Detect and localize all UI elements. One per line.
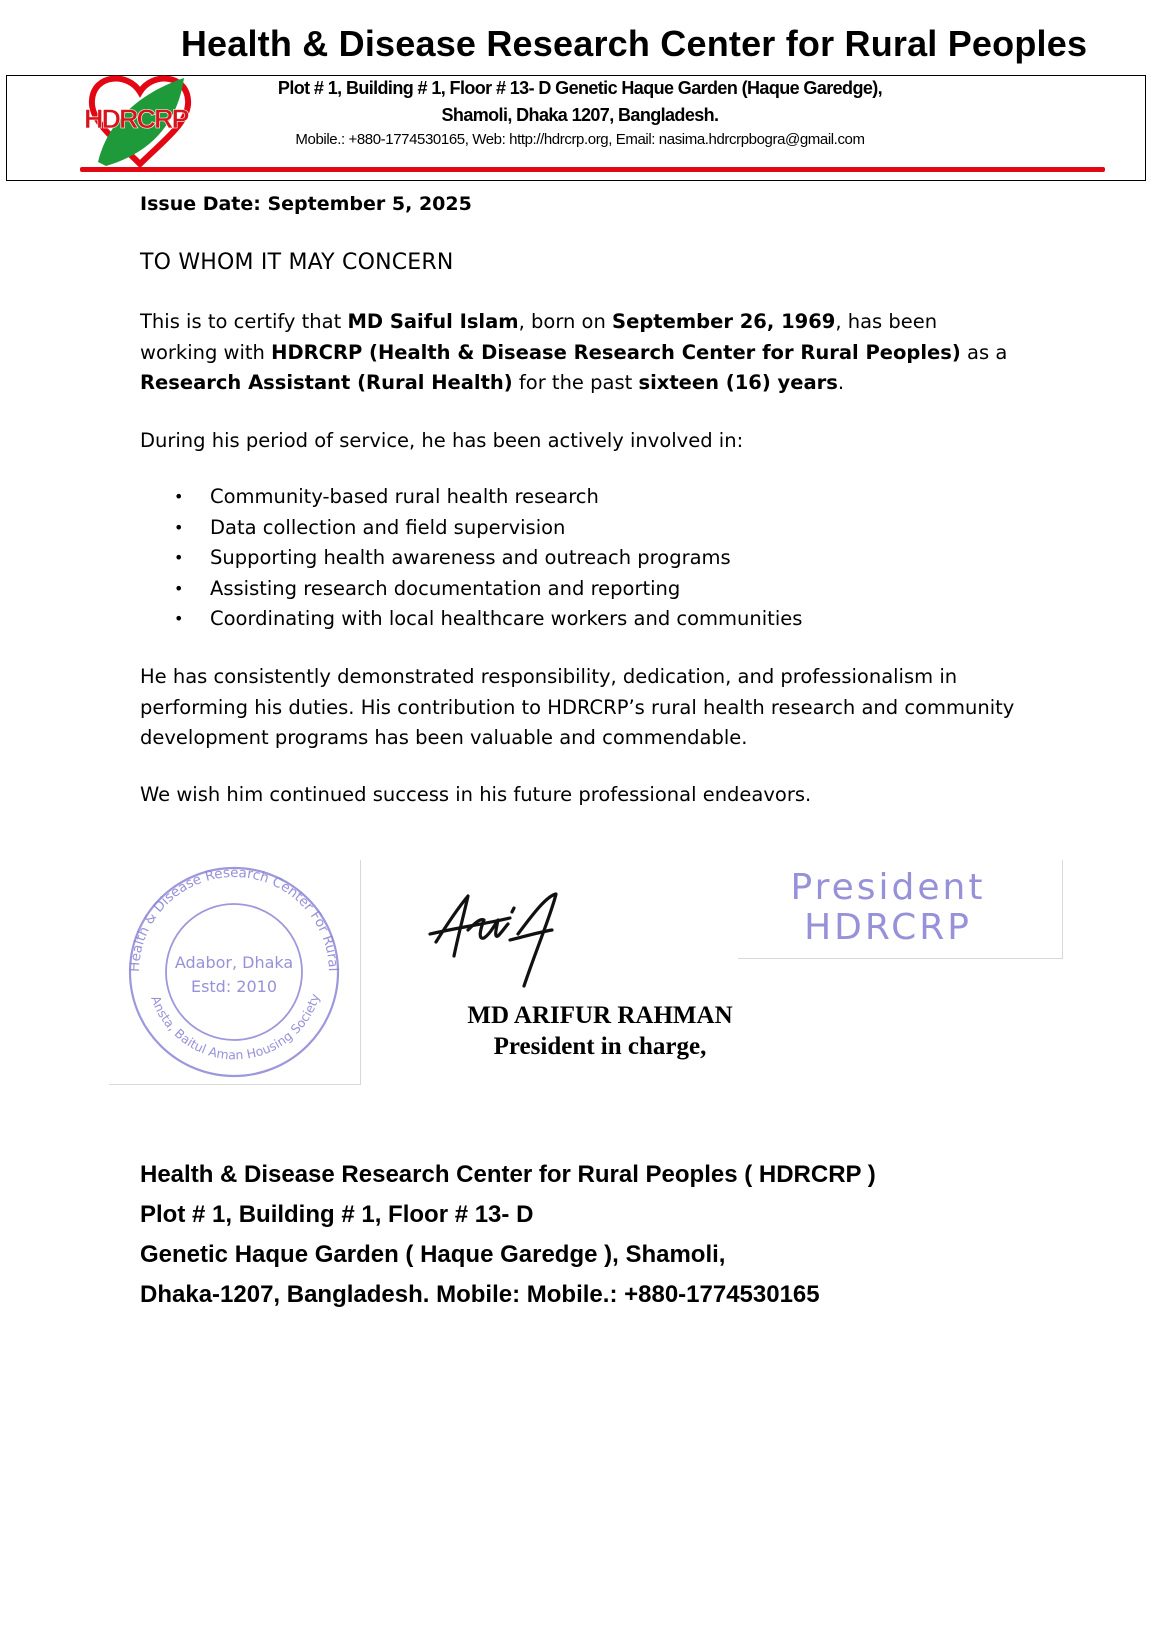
footer-line-2: Plot # 1, Building # 1, Floor # 13- D [140,1201,534,1228]
letterhead-address-line-2: Shamoli, Dhaka 1207, Bangladesh. [441,105,719,125]
signer-title: President in charge, [493,1033,707,1060]
president-stamp-frame [738,860,1063,959]
logo-text: HDRCRP [84,104,188,134]
footer-line-4: Dhaka-1207, Bangladesh. Mobile: Mobile.: +880-1774530165 [140,1281,820,1308]
service-duration: sixteen (16) years [638,371,838,394]
letterhead-red-rule [80,167,1105,172]
duties-list [170,482,802,635]
p1-text-2: , born on [518,310,613,333]
hdrcrp-logo [80,70,200,170]
p1-text-6: . [837,371,845,394]
job-role: Research Assistant (Rural Health) [140,371,513,394]
footer-line-3: Genetic Haque Garden ( Haque Garedge ), Shamoli, [140,1241,726,1268]
seal-ring-text: Health & Disease Research Center For Rural [126,864,342,973]
seal-bottom-text: Ansta, Baitul Aman Housing Society [148,991,323,1063]
president-stamp-line-2: HDRCRP [804,907,972,948]
letterhead-contact-line: Mobile.: +880-1774530165, Web: http://hdrcrp.org, Email: nasima.hdrcrpbogra@gmail.com [295,131,865,148]
president-stamp-line-1: President [790,867,986,908]
seal-inner-ring [166,904,302,1040]
p1-text-1: This is to certify that [140,310,348,333]
seal-line-2: Estd: 2010 [190,977,278,996]
seal-stamp-frame [109,860,361,1085]
president-stamp [738,868,1038,948]
closing-wish: We wish him continued success in his future professional endeavors. [140,783,812,806]
seal-line-1: Adabor, Dhaka [174,953,294,972]
signer-name: MD ARIFUR RAHMAN [467,1002,733,1029]
p1-text-4: as a [960,340,1008,364]
letter-heading: TO WHOM IT MAY CONCERN [140,250,454,275]
p1-text-5: for the past [512,371,639,394]
list-item: • Assisting research documentation and reporting [170,574,802,605]
certification-paragraph [140,307,1020,399]
list-item: • Coordinating with local healthcare workers and communities [170,604,802,635]
organization-title: Health & Disease Research Center for Rural Peoples [180,23,1088,64]
letterhead-address-line-1: Plot # 1, Building # 1, Floor # 13- D Genetic Haque Garden (Haque Garedge), [277,78,883,98]
handwritten-signature [428,890,568,990]
p1-text-3: , has been working with [140,310,938,364]
list-item: • Supporting health awareness and outreach programs [170,543,802,574]
employee-name: MD Saiful Islam [347,310,519,333]
issue-date: Issue Date: September 5, 2025 [140,193,472,215]
date-of-birth: September 26, 1969 [612,310,836,333]
duties-intro: During his period of service, he has been actively involved in: [140,429,744,452]
list-item: • Data collection and field supervision [170,513,802,544]
list-item: • Community-based rural health research [170,482,802,513]
organization-seal [109,860,360,1084]
organization-name: HDRCRP (Health & Disease Research Center for Rural Peoples) [271,340,961,364]
performance-paragraph: He has consistently demonstrated responsibility, dedication, and professionalism in performing his duties. His contribution to HDRCRP’s rural health research and community development programs has been valuable and commendable. [140,665,1015,749]
footer-line-1: Health & Disease Research Center for Rural Peoples ( HDRCRP ) [140,1161,876,1188]
